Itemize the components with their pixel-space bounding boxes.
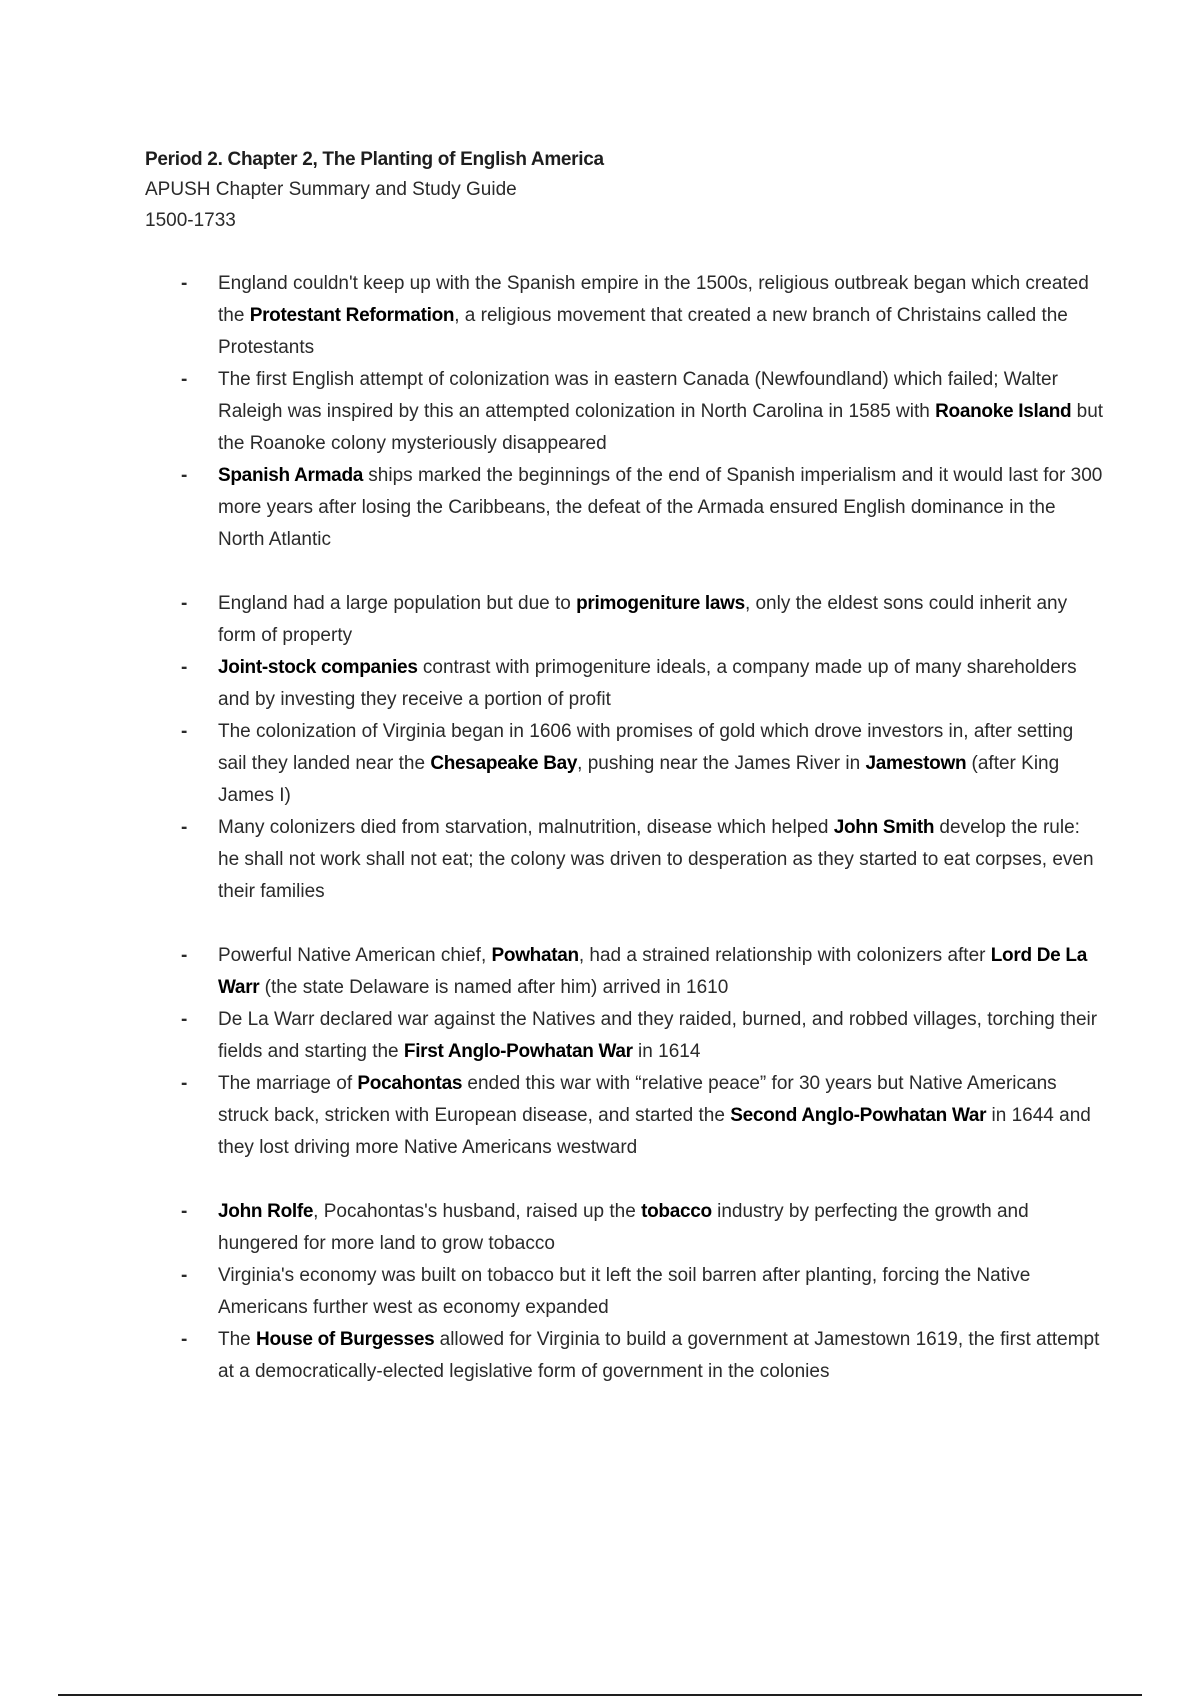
key-term: primogeniture laws: [576, 593, 745, 614]
bullet-group: [145, 588, 1105, 908]
bullet-text: Powerful Native American chief,: [218, 945, 492, 966]
bullet-item: [145, 716, 1105, 812]
bullet-text: in 1644 and they lost driving more Native Americans westward: [218, 1105, 1091, 1158]
bullet-item: [145, 1196, 1105, 1260]
bullet-text: develop the rule: he shall not work shall not eat; the colony was driven to desperation as they started to eat corpses, even their families: [218, 817, 1094, 902]
page-subtitle: APUSH Chapter Summary and Study Guide: [145, 179, 517, 200]
bullet-text: , only the eldest sons could inherit any form of property: [218, 593, 1068, 646]
bullet-text: The marriage of: [218, 1073, 358, 1094]
key-term: Pocahontas: [357, 1073, 463, 1094]
key-term: Lord De La Warr: [218, 945, 1087, 998]
bullet-marker: -: [181, 1329, 188, 1350]
bullet-marker: -: [181, 273, 188, 294]
key-term: First Anglo-Powhatan War: [403, 1041, 633, 1062]
bullet-text: , Pocahontas's husband, raised up the: [313, 1201, 642, 1222]
bullet-text: (after King James I): [218, 753, 1060, 806]
bullet-item: [145, 652, 1105, 716]
key-term: tobacco: [641, 1201, 712, 1222]
key-term: Joint-stock companies: [218, 657, 418, 678]
bullet-item: [145, 1260, 1105, 1324]
bullet-text: , had a strained relationship with colonizers after: [578, 945, 991, 966]
bullet-text: ended this war with “relative peace” for 30 years but Native Americans struck back, stricken with European disease, and started the: [218, 1073, 1057, 1126]
key-term: Roanoke Island: [935, 401, 1072, 422]
key-term: Jamestown: [865, 753, 967, 774]
page-title: Period 2. Chapter 2, The Planting of English America: [145, 149, 604, 170]
bullet-text: in 1614: [632, 1041, 701, 1062]
bullet-item: [145, 364, 1105, 460]
bullet-item: [145, 588, 1105, 652]
key-term: Powhatan: [491, 945, 579, 966]
bullet-marker: -: [181, 657, 188, 678]
bullet-text: De La Warr declared war against the Natives and they raided, burned, and robbed villages, torching their fields and starting the: [218, 1009, 1098, 1062]
bullet-group: [145, 940, 1105, 1164]
key-term: Second Anglo-Powhatan War: [730, 1105, 987, 1126]
bullet-item: [145, 460, 1105, 556]
bullet-text: (the state Delaware is named after him) arrived in 1610: [259, 977, 729, 998]
bullet-marker: -: [181, 1201, 188, 1222]
key-term: Spanish Armada: [218, 465, 364, 486]
bullet-text: industry by perfecting the growth and hungered for more land to grow tobacco: [218, 1201, 1029, 1254]
bullet-marker: -: [181, 1265, 188, 1286]
bullet-text: Virginia's economy was built on tobacco but it left the soil barren after planting, forcing the Native Americans further west as economy expanded: [218, 1265, 1031, 1318]
bullet-text: contrast with primogeniture ideals, a company made up of many shareholders and by investing they receive a portion of profit: [218, 657, 1077, 710]
bullet-marker: -: [181, 721, 188, 742]
key-term: Chesapeake Bay: [430, 753, 578, 774]
bullet-text: , pushing near the James River in: [577, 753, 866, 774]
bullet-text: Many colonizers died from starvation, malnutrition, disease which helped: [218, 817, 834, 838]
bullet-item: [145, 940, 1105, 1004]
footer-divider: [58, 1694, 1142, 1696]
date-range: 1500-1733: [145, 210, 236, 231]
key-term: John Rolfe: [218, 1201, 314, 1222]
bullet-marker: -: [181, 369, 188, 390]
bullet-text: ships marked the beginnings of the end of Spanish imperialism and it would last for 300 more years after losing the Caribbeans, the defeat of the Armada ensured English dominance in the North Atlantic: [218, 465, 1103, 550]
bullet-marker: -: [181, 1009, 188, 1030]
bullet-item: [145, 268, 1105, 364]
bullet-text: but the Roanoke colony mysteriously disappeared: [218, 401, 1104, 454]
bullet-text: The colonization of Virginia began in 1606 with promises of gold which drove investors in, after setting sail they landed near the: [218, 721, 1074, 774]
bullet-group: [145, 268, 1105, 556]
bullet-item: [145, 1324, 1105, 1388]
bullet-marker: -: [181, 1073, 188, 1094]
bullet-text: allowed for Virginia to build a government at Jamestown 1619, the first attempt at a democratically-elected legislative form of government in the colonies: [218, 1329, 1100, 1382]
bullet-text: , a religious movement that created a new branch of Christains called the Protestants: [218, 305, 1068, 358]
bullet-group: [145, 1196, 1105, 1388]
bullet-text: England had a large population but due to: [218, 593, 577, 614]
bullet-marker: -: [181, 465, 188, 486]
bullet-item: [145, 1068, 1105, 1164]
bullet-text: England couldn't keep up with the Spanish empire in the 1500s, religious outbreak began which created the: [218, 273, 1089, 326]
bullet-item: [145, 1004, 1105, 1068]
bullet-marker: -: [181, 593, 188, 614]
bullet-text: The first English attempt of colonization was in eastern Canada (Newfoundland) which failed; Walter Raleigh was inspired by this an attempted colonization in North Carolina in 1585 with: [218, 369, 1058, 422]
bullet-marker: -: [181, 817, 188, 838]
bullet-item: [145, 812, 1105, 908]
bullet-text: The: [218, 1329, 257, 1350]
key-term: Protestant Reformation: [249, 305, 455, 326]
document-header: [145, 145, 1045, 236]
key-term: John Smith: [833, 817, 935, 838]
bullet-marker: -: [181, 945, 188, 966]
key-term: House of Burgesses: [256, 1329, 435, 1350]
notes-list: [145, 268, 1105, 1420]
